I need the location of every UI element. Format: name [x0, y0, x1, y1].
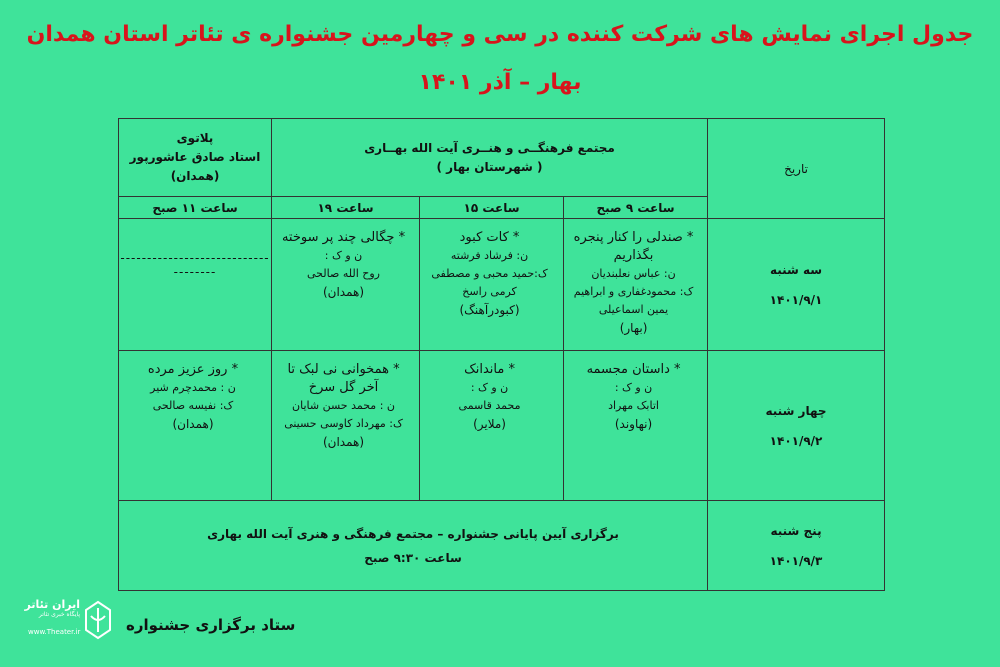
show-writer: ن : محمدچرم شیر — [150, 381, 236, 394]
show-cell — [119, 351, 272, 501]
show-title: * صندلی را کنار پنجره بگذاریم — [573, 230, 694, 263]
show-writer: ن: فرشاد فرشته — [450, 249, 529, 262]
time-header: ساعت ۱۹ — [272, 197, 420, 219]
closing-ceremony-cell — [119, 501, 708, 591]
show-title: * روز عزیز مرده — [147, 362, 239, 377]
show-cell — [272, 351, 420, 501]
logo-url: www.Theater.ir — [28, 628, 81, 636]
day-cell — [708, 501, 885, 591]
show-city: (ملایر) — [473, 417, 506, 431]
day-date: ۱۴۰۱/۹/۱ — [769, 292, 823, 307]
site-logo — [24, 598, 80, 618]
show-director: ک: مهرداد کاوسی حسینی — [284, 417, 403, 430]
time-header: ساعت ۹ صبح — [564, 197, 708, 219]
venue1-city: ( شهرستان بهار ) — [436, 159, 543, 174]
show-cell — [420, 219, 564, 351]
venue-header-plato — [119, 119, 272, 197]
time-header: ساعت ۱۵ — [420, 197, 564, 219]
day-cell — [708, 219, 885, 351]
show-director: محمد قاسمی — [458, 399, 521, 412]
show-city: (نهاوند) — [614, 417, 653, 431]
day-cell — [708, 351, 885, 501]
show-city: (همدان) — [322, 285, 365, 299]
day-name: چهار شنبه — [765, 403, 827, 418]
logo-title: ایران تئاتر — [24, 598, 80, 611]
show-director: روح الله صالحی — [307, 267, 380, 280]
show-director: ک:حمید محبی و مصطفی کرمی راسخ — [431, 267, 548, 298]
day-name: پنج شنبه — [770, 523, 822, 538]
show-writer: ن و ک : — [470, 381, 509, 394]
closing-ceremony-text: برگزاری آیین پایانی جشنواره – مجتمع فرهنگی و هنری آیت الله بهاری — [207, 526, 619, 541]
logo-subtitle: پایگاه خبری تئاتر — [38, 611, 80, 618]
show-cell — [272, 219, 420, 351]
table-row — [119, 351, 885, 501]
show-director: ک: نفیسه صالحی — [152, 399, 234, 412]
closing-ceremony-time: ساعت ۹:۳۰ صبح — [364, 550, 462, 565]
show-writer: ن : محمد حسن شایان — [292, 399, 395, 412]
venue2-line2: استاد صادق عاشورپور — [129, 150, 261, 164]
date-column-header — [708, 119, 885, 219]
show-cell — [564, 351, 708, 501]
show-title: * ماندانک — [464, 362, 515, 377]
day-date: ۱۴۰۱/۹/۲ — [769, 433, 823, 448]
show-title: * داستان مجسمه — [586, 362, 681, 377]
page-subtitle: بهار – آذر ۱۴۰۱ — [418, 70, 582, 95]
show-title: * چگالی چند پر سوخته — [281, 230, 406, 245]
footer-organizer: ستاد برگزاری جشنواره — [126, 616, 296, 634]
venue1-name: مجتمع فرهنگــی و هنــری آیت الله بهــاری — [364, 140, 615, 155]
show-city: (کبودرآهنگ) — [459, 303, 520, 317]
show-city: (همدان) — [172, 417, 214, 431]
venue-header-bahar — [272, 119, 708, 197]
show-director: ک: محمودغفاری و ابراهیم یمین اسماعیلی — [573, 285, 694, 316]
show-cell — [564, 219, 708, 351]
show-director: اتابک مهراد — [608, 399, 659, 412]
show-title: * کات کبود — [459, 230, 520, 245]
venue2-line1: پلاتوی — [176, 131, 214, 145]
schedule-table — [118, 118, 885, 591]
show-cell — [420, 351, 564, 501]
show-city: (همدان) — [322, 435, 365, 449]
day-date: ۱۴۰۱/۹/۳ — [769, 553, 823, 568]
date-label: تاریخ — [784, 161, 808, 176]
page-title: جدول اجرای نمایش های شرکت کننده در سی و چهارمین جشنواره ی تئاتر استان همدان — [26, 22, 974, 47]
show-city: (بهار) — [619, 321, 648, 335]
show-title: * همخوانی نی لبک تا آخر گل سرخ — [287, 362, 400, 395]
show-writer: ن و ک : — [324, 249, 363, 262]
day-name: سه شنبه — [769, 262, 823, 277]
time-header: ساعت ۱۱ صبح — [119, 197, 272, 219]
show-writer: ن و ک : — [614, 381, 653, 394]
venue2-line3: (همدان) — [170, 169, 220, 183]
show-writer: ن: عباس نعلبندیان — [591, 267, 676, 280]
empty-slot-dashes: ------------------------------------ — [120, 250, 270, 279]
table-row — [119, 501, 885, 591]
table-row — [119, 219, 885, 351]
empty-slot — [119, 219, 272, 351]
